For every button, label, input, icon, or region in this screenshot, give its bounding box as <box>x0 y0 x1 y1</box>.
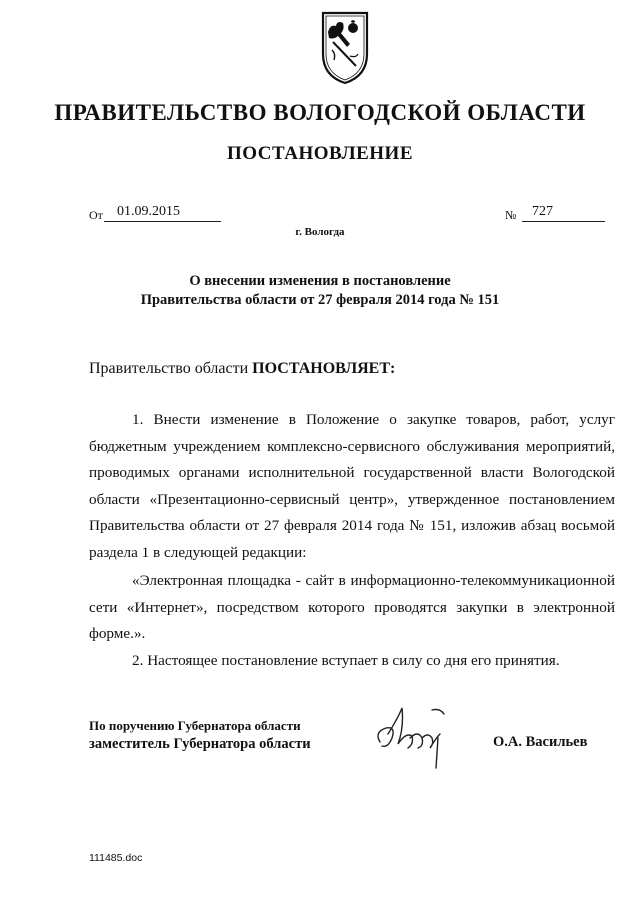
paragraph-2: «Электронная площадка - сайт в информационно-телекоммуникационной сети «Интернет», посредством которого проводятся закупки в электронной форме.». <box>89 572 615 642</box>
document-type-title: ПОСТАНОВЛЕНИЕ <box>226 143 414 164</box>
date-value: 01.09.2015 <box>117 204 180 219</box>
preamble <box>89 360 395 378</box>
subject-line-2: Правительства области от 27 февраля 2014 года № 151 <box>140 292 500 308</box>
signature-authority-line: По поручению Губернатора области <box>89 718 301 733</box>
signer-name: О.А. Васильев <box>493 734 588 750</box>
city-label: г. Вологда <box>295 226 345 238</box>
subject-line-1: О внесении изменения в постановление <box>189 273 451 289</box>
date-label: От <box>89 208 103 222</box>
paragraph-3: 2. Настоящее постановление вступает в силу со дня его принятия. <box>132 652 560 669</box>
organization-title: ПРАВИТЕЛЬСТВО ВОЛОГОДСКОЙ ОБЛАСТИ <box>54 100 586 125</box>
file-reference: 111485.doc <box>89 852 143 864</box>
preamble-text: Правительство области <box>89 360 253 377</box>
handwritten-signature-icon <box>372 698 452 770</box>
number-underline <box>522 221 605 222</box>
number-label: № <box>505 208 517 222</box>
preamble-emphasis: ПОСТАНОВЛЯЕТ: <box>252 360 396 377</box>
document-subject <box>0 272 640 310</box>
coat-of-arms-icon <box>320 10 370 86</box>
paragraph-1: 1. Внести изменение в Положение о закупке товаров, работ, услуг бюджетным учреждением комплексно-сервисного обслуживания мероприятий, проводимых органами исполнительной государственной власти Вологодской области «Презентационно-сервисный центр», утвержденное постановлением Правительства области от 27 февраля 2014 года № 151, изложив абзац восьмой раздела 1 в следующей редакции: <box>89 411 615 561</box>
number-value: 727 <box>532 204 553 219</box>
signature-position-line: заместитель Губернатора области <box>89 736 311 752</box>
date-underline <box>104 221 221 222</box>
